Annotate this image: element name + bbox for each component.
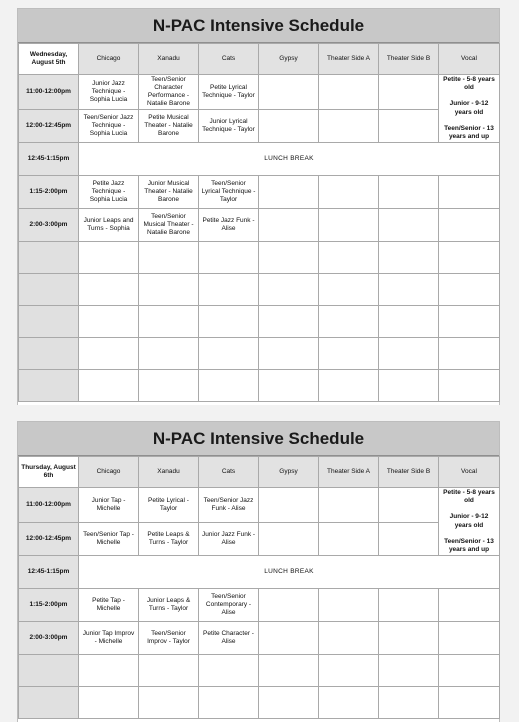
- header-row: [19, 44, 500, 75]
- column-header-gypsy: Gypsy: [259, 457, 319, 488]
- empty-cell: [379, 274, 439, 306]
- class-cell: Petite Lyrical Technique - Taylor: [199, 75, 259, 110]
- empty-cell: [319, 110, 379, 143]
- vocal-note-teen-senior: Teen/Senior - 13 years and up: [444, 537, 494, 553]
- vocal-age-notes: [439, 75, 500, 143]
- empty-cell: [259, 622, 319, 655]
- empty-cell: [259, 306, 319, 338]
- column-header-theater-side-a: Theater Side A: [319, 457, 379, 488]
- empty-cell: [79, 242, 139, 274]
- empty-cell: [379, 655, 439, 687]
- empty-cell: [319, 306, 379, 338]
- class-cell: Petite Character - Alise: [199, 622, 259, 655]
- empty-cell: [259, 110, 319, 143]
- empty-cell: [439, 589, 500, 622]
- class-cell: Teen/Senior Tap - Michelle: [79, 523, 139, 556]
- time-cell: 11:00-12:00pm: [19, 75, 79, 110]
- class-cell: Teen/Senior Lyrical Technique - Taylor: [199, 176, 259, 209]
- class-cell: Teen/Senior Improv - Taylor: [139, 622, 199, 655]
- empty-cell: [259, 589, 319, 622]
- class-cell: Petite Jazz Funk - Alise: [199, 209, 259, 242]
- empty-cell: [379, 209, 439, 242]
- empty-cell: [439, 306, 500, 338]
- schedule-page-wednesday: [17, 8, 500, 407]
- vocal-note-teen-senior: Teen/Senior - 13 years and up: [444, 124, 494, 140]
- column-header-xanadu: Xanadu: [139, 457, 199, 488]
- class-cell: Junior Tap Improv - Michelle: [79, 622, 139, 655]
- class-cell: Junior Leaps and Turns - Sophia: [79, 209, 139, 242]
- empty-cell: [79, 306, 139, 338]
- empty-cell: [199, 655, 259, 687]
- empty-cell: [439, 176, 500, 209]
- class-cell: Petite Musical Theater - Natalie Barone: [139, 110, 199, 143]
- empty-cell: [259, 242, 319, 274]
- empty-cell: [439, 687, 500, 719]
- empty-cell: [79, 687, 139, 719]
- empty-cell: [259, 176, 319, 209]
- empty-cell: [439, 338, 500, 370]
- empty-time-cell: [19, 687, 79, 719]
- column-header-theater-side-a: Theater Side A: [319, 44, 379, 75]
- column-header-vocal: Vocal: [439, 457, 500, 488]
- empty-cell: [379, 622, 439, 655]
- time-cell: 12:45-1:15pm: [19, 143, 79, 176]
- class-cell: Junior Tap - Michelle: [79, 488, 139, 523]
- schedule-title: N-PAC Intensive Schedule: [18, 422, 499, 456]
- empty-cell: [319, 370, 379, 402]
- empty-cell: [439, 622, 500, 655]
- empty-time-cell: [19, 274, 79, 306]
- blank-row: [19, 274, 500, 306]
- time-cell: 1:15-2:00pm: [19, 589, 79, 622]
- empty-cell: [319, 488, 379, 523]
- class-cell: Teen/Senior Musical Theater - Natalie Barone: [139, 209, 199, 242]
- table-row: [19, 622, 500, 655]
- header-row: [19, 457, 500, 488]
- schedule-table-wednesday: [18, 43, 500, 402]
- empty-cell: [259, 338, 319, 370]
- empty-cell: [379, 523, 439, 556]
- time-cell: 2:00-3:00pm: [19, 622, 79, 655]
- empty-cell: [319, 176, 379, 209]
- time-cell: 12:45-1:15pm: [19, 556, 79, 589]
- table-row: [19, 488, 500, 523]
- empty-cell: [439, 274, 500, 306]
- class-cell: Petite Lyrical - Taylor: [139, 488, 199, 523]
- column-header-xanadu: Xanadu: [139, 44, 199, 75]
- empty-cell: [379, 306, 439, 338]
- day-label: Wednesday, August 5th: [19, 44, 79, 75]
- table-row: [19, 75, 500, 110]
- empty-cell: [259, 523, 319, 556]
- class-cell: Teen/Senior Character Performance - Natalie Barone: [139, 75, 199, 110]
- table-row: [19, 589, 500, 622]
- empty-cell: [379, 687, 439, 719]
- empty-cell: [79, 655, 139, 687]
- lunch-break-label: LUNCH BREAK: [79, 556, 500, 589]
- class-cell: Junior Leaps & Turns - Taylor: [139, 589, 199, 622]
- schedule-title: N-PAC Intensive Schedule: [18, 9, 499, 43]
- empty-cell: [199, 274, 259, 306]
- empty-cell: [319, 687, 379, 719]
- blank-row: [19, 242, 500, 274]
- empty-cell: [199, 306, 259, 338]
- empty-cell: [259, 687, 319, 719]
- empty-cell: [379, 488, 439, 523]
- empty-cell: [319, 274, 379, 306]
- vocal-note-petite: Petite - 5-8 years old: [443, 75, 495, 92]
- empty-cell: [259, 209, 319, 242]
- vocal-note-junior: Junior - 9-12 years old: [449, 513, 489, 529]
- table-row: [19, 209, 500, 242]
- blank-row: [19, 370, 500, 402]
- empty-cell: [199, 687, 259, 719]
- empty-cell: [319, 523, 379, 556]
- empty-cell: [199, 338, 259, 370]
- class-cell: Junior Lyrical Technique - Taylor: [199, 110, 259, 143]
- empty-cell: [79, 274, 139, 306]
- empty-cell: [79, 338, 139, 370]
- empty-cell: [259, 274, 319, 306]
- empty-cell: [79, 370, 139, 402]
- vocal-age-notes: [439, 488, 500, 556]
- column-header-chicago: Chicago: [79, 44, 139, 75]
- column-header-cats: Cats: [199, 44, 259, 75]
- empty-cell: [439, 370, 500, 402]
- table-row: [19, 176, 500, 209]
- empty-cell: [199, 370, 259, 402]
- schedule-table-thursday: [18, 456, 500, 719]
- empty-cell: [379, 338, 439, 370]
- empty-cell: [379, 242, 439, 274]
- empty-cell: [439, 209, 500, 242]
- empty-cell: [139, 687, 199, 719]
- schedule-page-thursday: [17, 421, 500, 722]
- empty-cell: [319, 622, 379, 655]
- empty-cell: [259, 488, 319, 523]
- class-cell: Junior Jazz Technique - Sophia Lucia: [79, 75, 139, 110]
- empty-cell: [139, 274, 199, 306]
- empty-cell: [379, 75, 439, 110]
- class-cell: Petite Tap - Michelle: [79, 589, 139, 622]
- empty-cell: [319, 209, 379, 242]
- empty-cell: [319, 75, 379, 110]
- empty-cell: [439, 655, 500, 687]
- empty-cell: [319, 242, 379, 274]
- empty-cell: [439, 242, 500, 274]
- class-cell: Teen/Senior Jazz Funk - Alise: [199, 488, 259, 523]
- empty-cell: [379, 110, 439, 143]
- empty-time-cell: [19, 242, 79, 274]
- blank-row: [19, 306, 500, 338]
- class-cell: Petite Leaps & Turns - Taylor: [139, 523, 199, 556]
- column-header-theater-side-b: Theater Side B: [379, 44, 439, 75]
- class-cell: Junior Musical Theater - Natalie Barone: [139, 176, 199, 209]
- empty-cell: [319, 589, 379, 622]
- time-cell: 2:00-3:00pm: [19, 209, 79, 242]
- column-header-cats: Cats: [199, 457, 259, 488]
- empty-cell: [139, 306, 199, 338]
- day-label: Thursday, August 6th: [19, 457, 79, 488]
- lunch-row: [19, 556, 500, 589]
- empty-cell: [139, 338, 199, 370]
- empty-cell: [139, 242, 199, 274]
- column-header-vocal: Vocal: [439, 44, 500, 75]
- empty-cell: [139, 655, 199, 687]
- page-separator: [0, 405, 519, 421]
- empty-cell: [139, 370, 199, 402]
- empty-cell: [319, 338, 379, 370]
- empty-cell: [259, 75, 319, 110]
- vocal-note-petite: Petite - 5-8 years old: [443, 488, 495, 505]
- time-cell: 1:15-2:00pm: [19, 176, 79, 209]
- lunch-row: [19, 143, 500, 176]
- class-cell: Petite Jazz Technique - Sophia Lucia: [79, 176, 139, 209]
- empty-time-cell: [19, 338, 79, 370]
- table-row: [19, 110, 500, 143]
- empty-cell: [259, 370, 319, 402]
- empty-cell: [379, 589, 439, 622]
- empty-time-cell: [19, 306, 79, 338]
- vocal-note-junior: Junior - 9-12 years old: [449, 100, 489, 116]
- empty-cell: [379, 370, 439, 402]
- time-cell: 12:00-12:45pm: [19, 523, 79, 556]
- column-header-theater-side-b: Theater Side B: [379, 457, 439, 488]
- blank-row: [19, 655, 500, 687]
- column-header-gypsy: Gypsy: [259, 44, 319, 75]
- time-cell: 12:00-12:45pm: [19, 110, 79, 143]
- empty-time-cell: [19, 655, 79, 687]
- time-cell: 11:00-12:00pm: [19, 488, 79, 523]
- empty-cell: [319, 655, 379, 687]
- empty-cell: [199, 242, 259, 274]
- column-header-chicago: Chicago: [79, 457, 139, 488]
- class-cell: Teen/Senior Jazz Technique - Sophia Lucia: [79, 110, 139, 143]
- blank-row: [19, 338, 500, 370]
- empty-time-cell: [19, 370, 79, 402]
- table-row: [19, 523, 500, 556]
- empty-cell: [259, 655, 319, 687]
- class-cell: Junior Jazz Funk - Alise: [199, 523, 259, 556]
- lunch-break-label: LUNCH BREAK: [79, 143, 500, 176]
- class-cell: Teen/Senior Contemporary - Alise: [199, 589, 259, 622]
- blank-row: [19, 687, 500, 719]
- empty-cell: [379, 176, 439, 209]
